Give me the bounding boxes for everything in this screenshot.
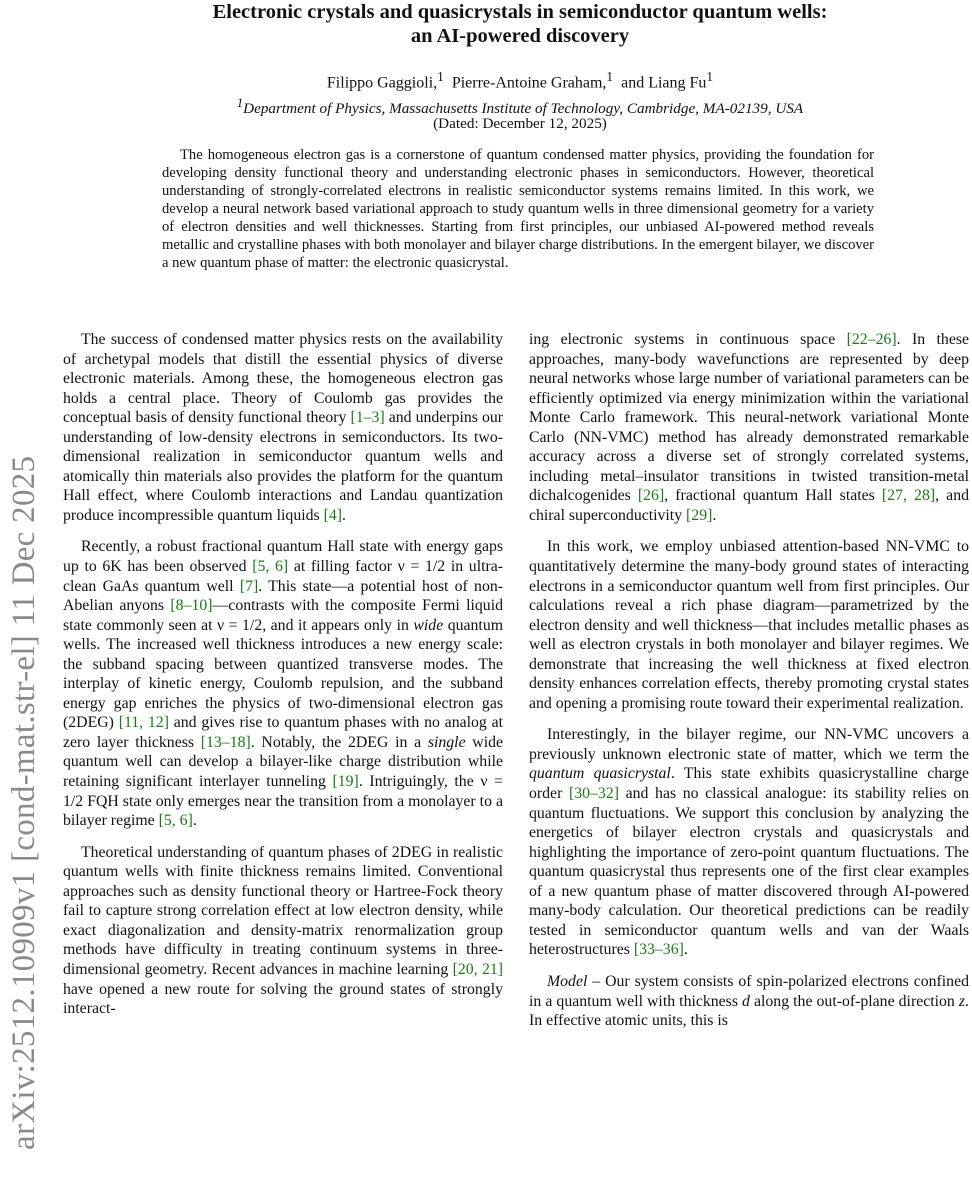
citation-link[interactable]: [13–18] (200, 733, 251, 751)
text-run: Theoretical understanding of quantum phases of 2DEG in realistic quantum wells with finite thickness remains limited. Conventional approaches such as density functional theory or Hartree-Fock theory fail to capture strong correlation effect at low electron density, while exact diagonalization and density-matrix renormalization group methods have difficulty in treating continuum systems in three-dimensional geometry. Recent advances in machine learning (63, 843, 503, 978)
paragraph (63, 843, 503, 1019)
emphasis: z (958, 992, 966, 1010)
citation-link[interactable]: [8–10] (170, 597, 213, 615)
author-name: and Liang Fu (621, 74, 707, 92)
text-run: at filling factor ν = 1/2 in ultra-clean GaAs quantum well (63, 558, 504, 595)
text-run: – Our system consists of spin-polarized electrons confined in a quantum well with thickness (529, 972, 969, 1010)
paragraph (529, 972, 969, 1031)
citation-link[interactable]: [1–3] (350, 409, 385, 427)
author-name: Pierre-Antoine Graham, (451, 74, 607, 92)
text-run: . In effective atomic units, this is (529, 992, 969, 1030)
citation-link[interactable]: [33–36] (633, 941, 684, 959)
paragraph (529, 330, 969, 525)
text-run: . (712, 506, 717, 524)
paragraph: In this work, we employ unbiased attention-based NN-VMC to quantitatively determine the many-body ground states of interacting electrons in a semiconductor quantum well from first principles. Our calculations reveal a rich phase diagram—parametrized by the electron density and well thickness—that includes metallic phases as well as electron crystals in both monolayer and bilayer regimes. We demonstrate that increasing the well thickness at fixed electron density enhances correlation effects, thereby promoting crystal states and opening a promising route toward their experimental realization. (529, 538, 969, 712)
arxiv-side-stamp: arXiv:2512.10909v1 [cond-mat.str-el] 11 Dec 2025 (6, 455, 42, 1150)
emphasis: wide (413, 616, 444, 634)
paper-title (120, 0, 920, 48)
text-run: —contrasts with the composite Fermi liquid state commonly seen at ν = 1/2, and it appears only in (63, 597, 503, 634)
emphasis: single (427, 733, 466, 751)
author-name: Filippo Gaggioli, (326, 74, 438, 92)
author-affil-sup: 1 (606, 69, 614, 84)
text-run: and underpins our understanding of low-density electrons in semiconductors. Its two-dimensional realization in semiconductor quantum wells and atomically thin materials also provides the platform for the quantum Hall effect, where Coulomb interactions and Landau quantization produce incompressible quantum liquids (63, 409, 504, 524)
emphasis: d (742, 992, 750, 1010)
emphasis: Model (547, 972, 588, 990)
citation-link[interactable]: [30–32] (568, 785, 619, 803)
text-run: . (342, 506, 346, 524)
text-run: along the out-of-plane direction (749, 992, 959, 1010)
citation-link[interactable]: [26] (637, 487, 665, 505)
text-run: , and chiral superconductivity (529, 487, 969, 524)
citation-link[interactable]: [20, 21] (452, 960, 503, 978)
right-column (529, 330, 969, 1043)
text-run: . This state exhibits quasicrystalline charge order (529, 765, 969, 803)
author-list (120, 67, 920, 93)
citation-link[interactable]: [22–26] (846, 331, 897, 348)
citation-link[interactable]: [11, 12] (118, 714, 169, 732)
text-run: Recently, a robust fractional quantum Hall state with energy gaps up to 6K has been observed (63, 538, 503, 576)
left-column (63, 330, 503, 1031)
citation-link[interactable]: [4] (323, 506, 343, 524)
title-line-1: Electronic crystals and quasicrystals in semiconductor quantum wells: (212, 1, 828, 23)
title-line-2: an AI-powered discovery (410, 25, 630, 47)
text-run: . (683, 941, 688, 959)
paragraph (63, 330, 503, 525)
citation-link[interactable]: [27, 28] (881, 487, 936, 505)
text-run: , fractional quantum Hall states (664, 487, 882, 505)
affiliation-sup: 1 (236, 96, 244, 110)
text-run: wide quantum well can develop a bilayer-like charge distribution while retaining significant interlayer tunneling (63, 733, 504, 791)
dated-line: (Dated: December 12, 2025) (433, 115, 607, 132)
text-run: and has no classical analogue: its stability relies on quantum fluctuations. We support this conclusion by analyzing the energetics of bilayer electron crystals and quasicrystals and highlighting the importance of zero-point quantum fluctuations. The quantum quasicrystal thus represents one of the first clear examples of a new quantum phase of matter discovered through AI-powered many-body calculation. Our theoretical predictions can be readily tested in semiconductor quantum wells and van der Waals heterostructures (529, 785, 970, 959)
paragraph (63, 537, 503, 830)
affiliation-text: Department of Physics, Massachusetts Institute of Technology, Cambridge, MA-02139, USA (243, 100, 804, 118)
author-affil-sup: 1 (437, 69, 444, 84)
citation-link[interactable]: [29] (686, 506, 713, 524)
text-run: have opened a new route for solving the ground states of strongly interact- (63, 980, 503, 1018)
citation-link[interactable]: [7] (239, 577, 259, 595)
emphasis: quantum quasicrystal (529, 765, 671, 783)
text-run: and gives rise to quantum phases with no analog at zero layer thickness (63, 714, 503, 751)
text-run: The success of condensed matter physics rests on the availability of archetypal models that distill the essential physics of diverse electronic materials. Among these, the homogeneous electron gas holds a central place. Theory of Coulomb gas provides the conceptual basis of density functional theory (63, 331, 503, 427)
text-run: quantum wells. The increased well thickness introduces a new energy scale: the subband spacing between quantized transverse modes. The interplay of kinetic energy, Coulomb repulsion, and the subband energy gap enriches the physics of two-dimensional electron gas (2DEG) (63, 616, 503, 732)
citation-link[interactable]: [19] (332, 773, 359, 791)
citation-link[interactable]: [5, 6] (252, 558, 289, 576)
text-run: ing electronic systems in continuous space (529, 331, 847, 348)
citation-link[interactable]: [5, 6] (158, 812, 193, 830)
text-run: . Intriguingly, the ν = 1/2 FQH state only emerges near the transition from a monolayer to a bilayer regime (63, 773, 503, 830)
author-affil-sup: 1 (706, 69, 714, 84)
abstract: The homogeneous electron gas is a cornerstone of quantum condensed matter physics, providing the foundation for developing density functional theory and understanding electronic phases in semiconductors. However, theoretical understanding of strongly-correlated electrons in realistic semiconductor systems remains limited. In this work, we develop a neural network based variational approach to study quantum wells in three dimensional geometry for a variety of electron densities and well thicknesses. Starting from first principles, our unbiased AI-powered method reveals metallic and crystalline phases with both monolayer and bilayer charge distributions. In the emergent bilayer, we discover a new quantum phase of matter: the electronic quasicrystal. (162, 147, 874, 271)
text-run: . (192, 812, 197, 830)
text-run: . Notably, the 2DEG in a (250, 733, 428, 751)
text-run: . This state—a potential host of non-Abelian anyons (63, 577, 504, 615)
text-run: . In these approaches, many-body wavefunctions are represented by deep neural networks whose large number of variational parameters can be efficiently optimized via energy minimization within the variational Monte Carlo framework. This neural-network variational Monte Carlo (NN-VMC) method has already demonstrated remarkable accuracy across a diverse set of strongly correlated systems, including metal–insulator transitions in twisted transition-metal dichalcogenides (529, 331, 969, 505)
paragraph (529, 725, 969, 960)
text-run: Interestingly, in the bilayer regime, our NN-VMC uncovers a previously unknown electronic state of matter, which we term the (529, 726, 969, 763)
